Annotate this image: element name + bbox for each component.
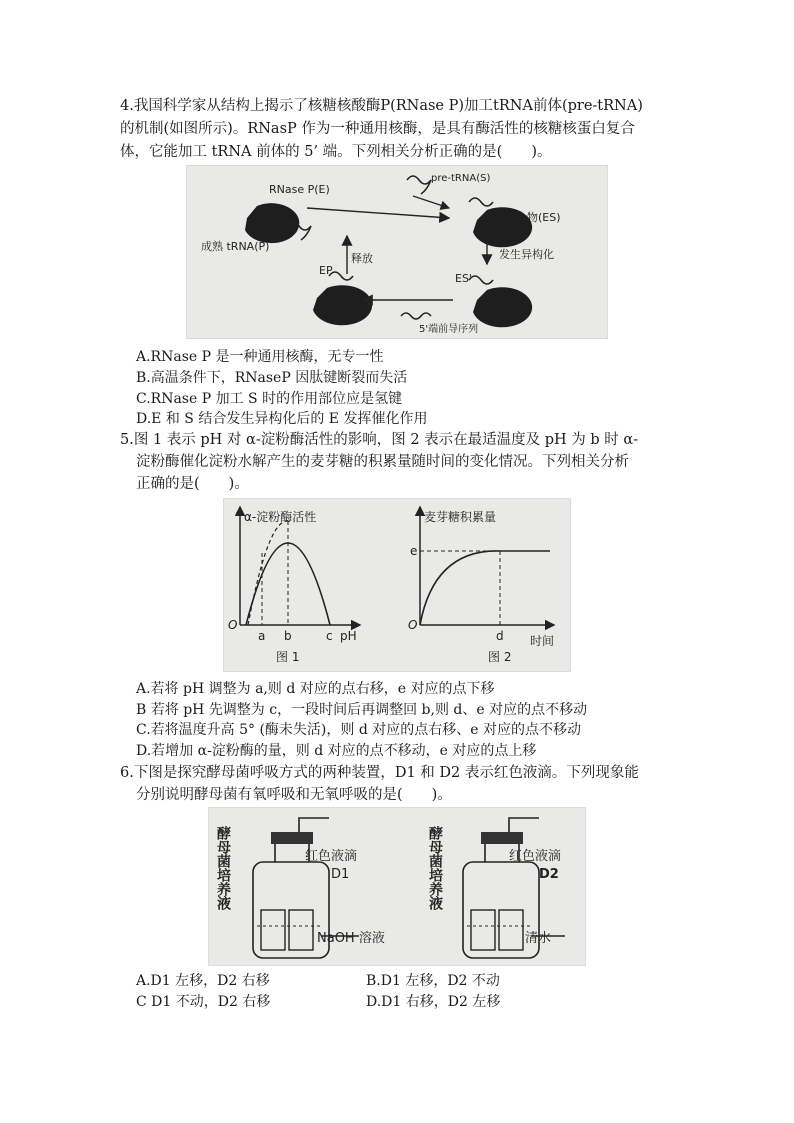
- graph1-tick-b: b: [284, 629, 292, 643]
- graph2-tick-e: e: [410, 544, 418, 558]
- graph1-tick-c: c: [326, 629, 333, 643]
- left-bottle-stopper: [271, 832, 313, 844]
- graph2-origin: O: [408, 618, 418, 632]
- label-e: RNase P(E): [269, 183, 330, 196]
- arrow-e-to-es: [307, 208, 449, 218]
- arrow-s-to-es: [413, 196, 449, 208]
- left-tube: [299, 818, 329, 832]
- label-isomer: 发生异构化: [499, 248, 554, 261]
- graph1-tick-a: a: [258, 629, 266, 643]
- q5-option-c[interactable]: C.若将温度升高 5° (酶未失活)，则 d 对应的点右移、e 对应的点不移动: [136, 722, 581, 738]
- q5-option-b[interactable]: B 若将 pH 先调整为 c，一段时间后再调整回 b,则 d、e 对应的点不移动: [136, 702, 588, 718]
- label-release: 释放: [351, 252, 373, 265]
- graph2-ylabel: 麦芽糖积累量: [424, 510, 497, 524]
- q5-stem-line-3: 正确的是( )。: [136, 476, 249, 492]
- q5-stem-line-1: 5.图 1 表示 pH 对 α-淀粉酶活性的影响，图 2 表示在最适温度及 pH 为 b 时 α-: [120, 432, 639, 448]
- ep-trna-squiggle: [329, 272, 353, 280]
- q5-stem-line-2: 淀粉酶催化淀粉水解产生的麦芽糖的积累量随时间的变化情况。下列相关分析: [136, 454, 629, 470]
- left-drop-id: D1: [331, 867, 350, 882]
- enzyme-ep-shape: [313, 285, 372, 325]
- graph2-curve: [420, 551, 550, 625]
- q6-option-c[interactable]: C D1 不动，D2 右移: [136, 994, 271, 1010]
- q5-option-a[interactable]: A.若将 pH 调整为 a,则 d 对应的点右移，e 对应的点下移: [136, 681, 495, 697]
- right-drop-id: D2: [539, 867, 559, 882]
- enzyme-cycle-diagram: [187, 166, 607, 338]
- q5-graphs-svg: [224, 499, 570, 671]
- graph1-dashed-curve: [248, 521, 288, 625]
- right-bottle-stopper: [481, 832, 523, 844]
- left-beaker-2: [289, 910, 313, 950]
- left-culture-text: 酵母菌培养液: [215, 826, 231, 910]
- leader-sequence-squiggle: [401, 313, 431, 319]
- q4-stem-line-1: 4.我国科学家从结构上揭示了核糖核酸酶P(RNase P)加工tRNA前体(pre-tRNA): [120, 98, 643, 114]
- esp-trna-squiggle: [469, 276, 493, 284]
- pre-trna-squiggle: [407, 176, 431, 194]
- q6-option-b[interactable]: B.D1 左移，D2 不动: [366, 973, 500, 989]
- left-bottle-neck: [275, 842, 309, 862]
- q6-option-a[interactable]: A.D1 左移，D2 右移: [136, 973, 270, 989]
- label-es: 复合物(ES): [505, 211, 561, 224]
- label-product: 成熟 tRNA(P): [201, 240, 270, 253]
- q4-option-c[interactable]: C.RNase P 加工 S 时的作用部位应是氢键: [136, 391, 403, 407]
- right-drop-label: 红色液滴: [509, 849, 562, 864]
- right-liquid-label: 清水: [525, 931, 552, 946]
- es-trna-squiggle: [469, 198, 493, 206]
- graph2-xlabel: 时间: [530, 634, 555, 648]
- q4-enzyme-cycle-figure: [186, 165, 608, 339]
- q4-stem-line-2: 的机制(如图所示)。RNasP 作为一种通用核酶，是具有酶活性的核糖核蛋白复合: [120, 121, 635, 137]
- label-esp: ES': [455, 272, 472, 285]
- right-beaker-1: [471, 910, 495, 950]
- q6-stem-line-1: 6.下图是探究酵母菌呼吸方式的两种装置，D1 和 D2 表示红色液滴。下列现象能: [120, 765, 639, 781]
- q5-option-d[interactable]: D.若增加 α-淀粉酶的量，则 d 对应的点不移动，e 对应的点上移: [136, 743, 537, 759]
- graph1-ylabel: α-淀粉酶活性: [244, 510, 317, 524]
- right-tube: [509, 818, 539, 832]
- enzyme-esp-shape: [473, 287, 532, 327]
- graph1-origin: O: [228, 618, 238, 632]
- graph2-title: 图 2: [488, 650, 512, 664]
- graph1-xlabel: pH: [340, 629, 357, 643]
- label-ep: EP: [319, 264, 333, 277]
- q4-option-b[interactable]: B.高温条件下，RNaseP 因肽键断裂而失活: [136, 370, 408, 386]
- right-beaker-2: [499, 910, 523, 950]
- q6-stem-line-2: 分别说明酵母菌有氧呼吸和无氧呼吸的是( )。: [136, 787, 452, 803]
- right-culture-text: 酵母菌培养液: [427, 826, 443, 910]
- left-beaker-1: [261, 910, 285, 950]
- q5-graphs-figure: [223, 498, 571, 672]
- graph1-title: 图 1: [276, 650, 300, 664]
- q4-option-a[interactable]: A.RNase P 是一种通用核酶，无专一性: [136, 349, 384, 365]
- graph2-tick-d: d: [496, 629, 504, 643]
- left-liquid-label: NaOH 溶液: [317, 931, 385, 946]
- left-drop-label: 红色液滴: [305, 849, 358, 864]
- q6-option-d[interactable]: D.D1 右移，D2 左移: [366, 994, 501, 1010]
- label-leader: 5'端前导序列: [419, 324, 479, 335]
- label-s: pre-tRNA(S): [431, 173, 491, 184]
- q4-option-d[interactable]: D.E 和 S 结合发生异构化后的 E 发挥催化作用: [136, 411, 428, 427]
- q6-apparatus-figure: [208, 807, 586, 966]
- q6-apparatus-svg: [209, 808, 585, 965]
- q4-stem-line-3: 体，它能加工 tRNA 前体的 5’ 端。下列相关分析正确的是( )。: [120, 144, 552, 160]
